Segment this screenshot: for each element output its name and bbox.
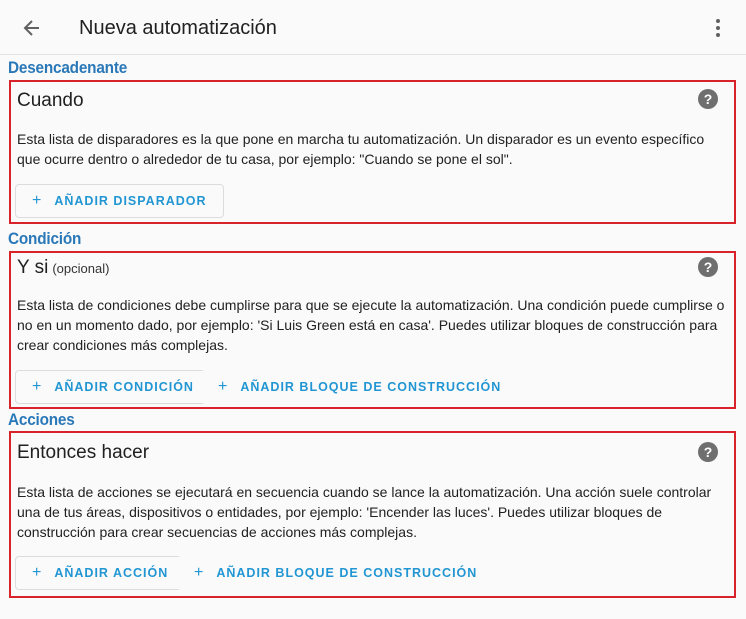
section-label-condition: Condición [8,229,82,248]
section-label-trigger: Desencadenante [8,58,128,77]
plus-icon: + [32,192,43,209]
card-title-condition [17,257,109,279]
add-trigger-button[interactable] [15,184,224,218]
card-description-action: Esta lista de acciones se ejecutará en secuencia cuando se lance la automatización. Una acción suele controlar una de tus áreas, dispositivos o entidades, por ejemplo: 'Encender las luces'. Puedes utilizar bloques de construcción para crear secuencias de acciones más complejas. [17,484,712,540]
help-icon[interactable]: ? [698,442,718,462]
help-icon[interactable]: ? [698,257,718,277]
plus-icon: + [218,378,229,395]
plus-icon: + [194,564,205,581]
add-condition-button[interactable] [15,370,211,404]
plus-icon: + [32,378,43,395]
card-title-condition-text: Y si [17,257,49,278]
add-condition-building-block-button[interactable] [201,370,518,404]
help-icon[interactable]: ? [698,89,718,109]
trigger-card [9,80,736,224]
card-title-action: Entonces hacer [17,442,150,463]
add-condition-label: AÑADIR CONDICIÓN [54,380,194,394]
plus-icon: + [32,564,43,581]
section-label-action: Acciones [8,410,75,429]
card-description-trigger: Esta lista de disparadores es la que pone en marcha tu automatización. Un disparador es un evento específico que ocurre dentro o alrededor de tu casa, por ejemplo: "Cuando se pone el sol". [17,131,705,167]
add-action-building-block-button[interactable] [177,556,494,590]
add-action-label: AÑADIR ACCIÓN [54,566,169,580]
add-trigger-label: AÑADIR DISPARADOR [54,194,207,208]
condition-card [9,251,736,409]
add-condition-building-block-label: AÑADIR BLOQUE DE CONSTRUCCIÓN [240,380,502,394]
add-action-building-block-label: AÑADIR BLOQUE DE CONSTRUCCIÓN [216,566,478,580]
add-action-button[interactable] [15,556,185,590]
card-description-condition: Esta lista de condiciones debe cumplirse para que se ejecute la automatización. Una condición puede cumplirse o no en un momento dado, por ejemplo: 'Si Luis Green está en casa'. Puedes utilizar bloques de construcción para crear condiciones más complejas. [17,297,725,353]
page-title: Nueva automatización [79,17,277,39]
card-title-trigger: Cuando [17,90,84,111]
back-arrow-icon[interactable] [18,14,46,42]
action-card [9,431,736,598]
optional-label: (opcional) [52,261,110,276]
top-app-bar [0,0,746,55]
more-options-icon[interactable] [704,14,732,42]
